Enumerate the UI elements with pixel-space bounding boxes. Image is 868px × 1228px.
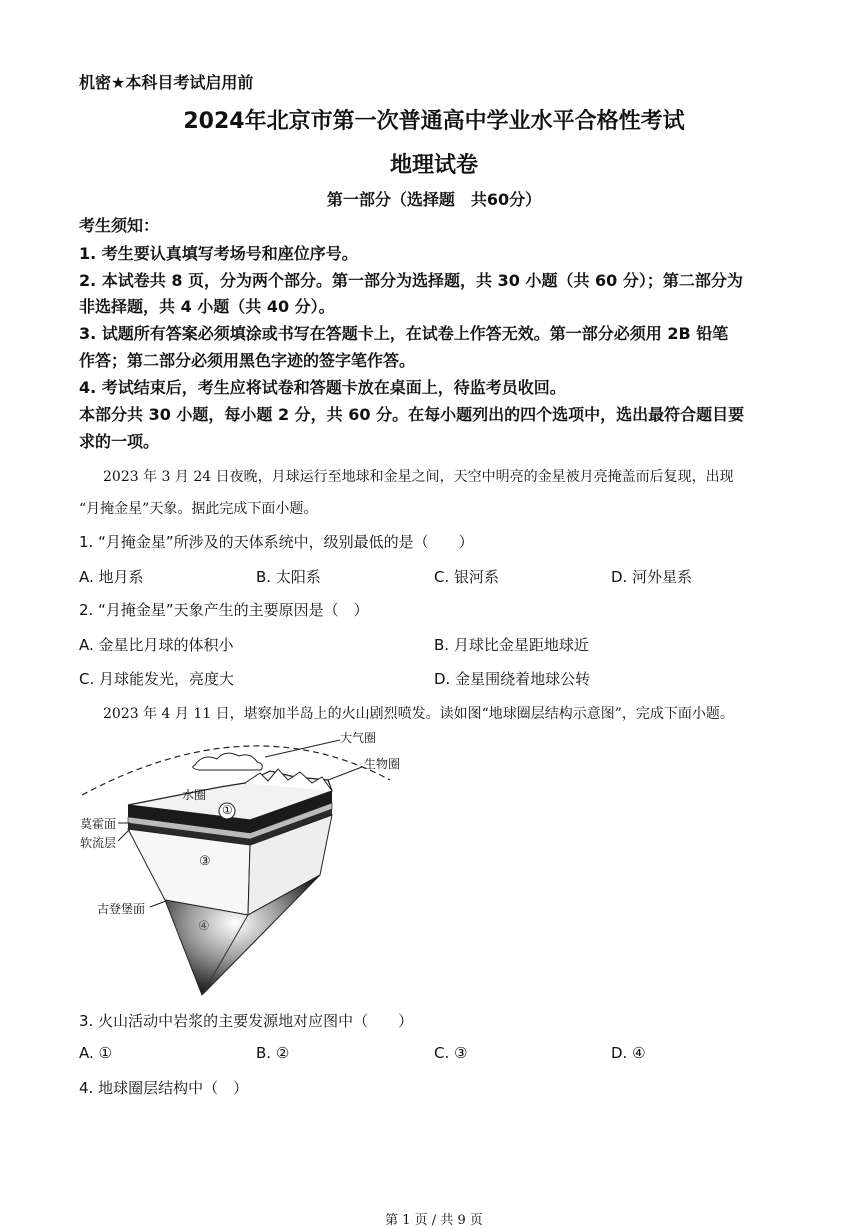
passage1-line1: 2023 年 3 月 24 日夜晚，月球运行至地球和金星之间，天空中明亮的金星被月亮掩盖而后复现，出现 bbox=[103, 469, 734, 485]
q1-option-d[interactable]: D. 河外星系 bbox=[611, 568, 693, 586]
notice-heading: 考生须知： bbox=[79, 216, 160, 235]
q2-option-b[interactable]: B. 月球比金星距地球近 bbox=[434, 636, 589, 654]
page-number: 第 1 页 / 共 9 页 bbox=[385, 1213, 483, 1228]
q1-option-b[interactable]: B. 太阳系 bbox=[256, 568, 321, 586]
q2-option-c[interactable]: C. 月球能发光，亮度大 bbox=[79, 670, 235, 688]
confidential-label: 机密★本科目考试启用前 bbox=[79, 73, 254, 92]
label-asthenosphere: 软流层 bbox=[80, 836, 117, 850]
label-layer-4: ④ bbox=[198, 919, 210, 934]
label-layer-1: ① bbox=[222, 803, 233, 817]
q3-option-b[interactable]: B. ② bbox=[256, 1044, 290, 1062]
exam-subtitle: 地理试卷 bbox=[389, 153, 478, 178]
instructions-b: 求的一项。 bbox=[79, 432, 160, 451]
notice-item-3a: 3. 试题所有答案必须填涂或书写在答题卡上，在试卷上作答无效。第一部分必须用 2B 铅笔 bbox=[79, 324, 729, 343]
exam-title: 2024年北京市第一次普通高中学业水平合格性考试 bbox=[183, 109, 685, 134]
q3-option-a[interactable]: A. ① bbox=[79, 1044, 112, 1062]
q3-option-d[interactable]: D. ④ bbox=[611, 1044, 646, 1062]
notice-item-3b: 作答；第二部分必须用黑色字迹的签字笔作答。 bbox=[79, 351, 416, 370]
label-biosphere: 生物圈 bbox=[364, 757, 401, 771]
q1-stem: 1. “月掩金星”所涉及的天体系统中，级别最低的是（ ） bbox=[79, 533, 474, 551]
notice-item-2a: 2. 本试卷共 8 页，分为两个部分。第一部分为选择题，共 30 小题（共 60 分）；第二部分为 bbox=[79, 271, 743, 290]
q3-option-c[interactable]: C. ③ bbox=[434, 1044, 468, 1062]
passage2-line1: 2023 年 4 月 11 日，堪察加半岛上的火山剧烈喷发。读如图“地球圈层结构示意图”，完成下面小题。 bbox=[103, 706, 734, 722]
label-layer-3: ③ bbox=[199, 854, 211, 869]
label-hydrosphere: 水圈 bbox=[182, 788, 207, 802]
q1-option-c[interactable]: C. 银河系 bbox=[434, 568, 500, 586]
q2-option-a[interactable]: A. 金星比月球的体积小 bbox=[79, 636, 234, 654]
instructions-a: 本部分共 30 小题，每小题 2 分，共 60 分。在每小题列出的四个选项中，选出最符合题目要 bbox=[79, 405, 745, 424]
passage1-line2: “月掩金星”天象。据此完成下面小题。 bbox=[79, 501, 318, 517]
q1-option-a[interactable]: A. 地月系 bbox=[79, 568, 144, 586]
label-atmosphere: 大气圈 bbox=[340, 731, 377, 745]
q4-stem: 4. 地球圈层结构中（ ） bbox=[79, 1079, 249, 1097]
q2-option-d[interactable]: D. 金星围绕着地球公转 bbox=[434, 670, 591, 688]
label-gutenberg: 古登堡面 bbox=[97, 902, 146, 916]
q2-stem: 2. “月掩金星”天象产生的主要原因是（ ） bbox=[79, 601, 369, 619]
q3-stem: 3. 火山活动中岩浆的主要发源地对应图中（ ） bbox=[79, 1012, 414, 1030]
part-heading: 第一部分（选择题 共60分） bbox=[326, 190, 542, 209]
notice-item-1: 1. 考生要认真填写考场号和座位序号。 bbox=[79, 244, 358, 263]
label-moho: 莫霍面 bbox=[80, 817, 117, 831]
notice-item-2b: 非选择题，共 4 小题（共 40 分）。 bbox=[79, 297, 335, 316]
notice-item-4: 4. 考试结束后，考生应将试卷和答题卡放在桌面上，待监考员收回。 bbox=[79, 378, 566, 397]
cloud-icon bbox=[193, 753, 263, 770]
